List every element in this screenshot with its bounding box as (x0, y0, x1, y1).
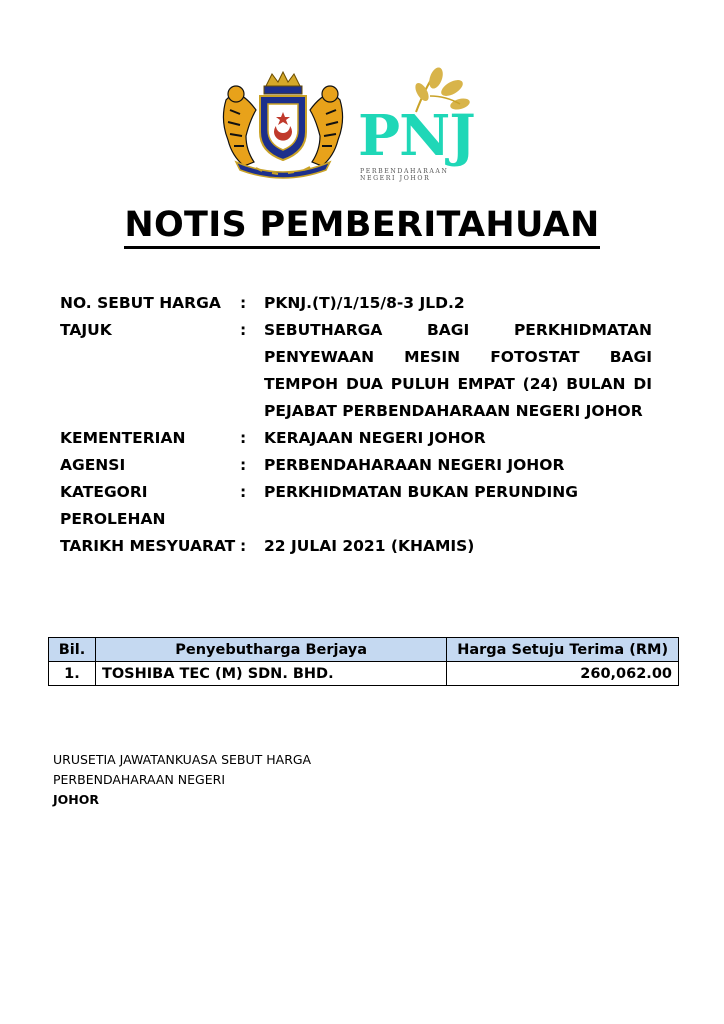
field-no-sebut-harga (60, 290, 652, 317)
field-value: PERKHIDMATAN BUKAN PERUNDING (264, 483, 578, 501)
field-label: KEMENTERIAN (60, 429, 186, 447)
field-label: TARIKH MESYUARAT (60, 537, 236, 555)
field-tarikh-mesyuarat (60, 533, 652, 560)
field-label: TAJUK (60, 321, 112, 339)
field-value: 22 JULAI 2021 (KHAMIS) (264, 537, 475, 555)
footer-line: PERBENDAHARAAN NEGERI (53, 772, 226, 787)
field-separator: : (240, 294, 247, 312)
field-kementerian (60, 425, 652, 452)
results-table (48, 637, 679, 686)
column-header: Penyebutharga Berjaya (95, 638, 446, 662)
field-value: PKNJ.(T)/1/15/8-3 JLD.2 (264, 294, 465, 312)
field-label: AGENSI (60, 456, 126, 474)
logo-header (0, 66, 724, 186)
column-header: Bil. (49, 638, 96, 662)
field-separator: : (240, 321, 247, 339)
field-separator: : (240, 429, 247, 447)
notice-fields (60, 290, 652, 560)
johor-crest-icon (216, 70, 350, 182)
field-agensi (60, 452, 652, 479)
page-title: NOTIS PEMBERITAHUAN (0, 205, 724, 245)
table-cell: 1. (49, 662, 96, 686)
field-tajuk (60, 317, 652, 425)
field-value: PERBENDAHARAAN NEGERI JOHOR (264, 456, 565, 474)
field-kategori-perolehan (60, 479, 652, 533)
footer-line: JOHOR (53, 792, 99, 807)
footer-signature (53, 750, 311, 810)
table-cell: 260,062.00 (447, 662, 679, 686)
footer-line: URUSETIA JAWATANKUASA SEBUT HARGA (53, 752, 312, 767)
field-value: SEBUTHARGA BAGI PERKHIDMATAN PENYEWAAN MESIN FOTOSTAT BAGI TEMPOH DUA PULUH EMPAT (24) BULAN DI PEJABAT PERBENDAHARAAN NEGERI JOHOR (264, 321, 652, 420)
field-label: NO. SEBUT HARGA (60, 294, 221, 312)
table-cell: TOSHIBA TEC (M) SDN. BHD. (95, 662, 446, 686)
field-separator: : (240, 537, 247, 555)
field-separator: : (240, 456, 247, 474)
field-value: KERAJAAN NEGERI JOHOR (264, 429, 486, 447)
pnj-logo-text: PNJ (358, 103, 475, 169)
field-label: KATEGORI PEROLEHAN (60, 483, 166, 528)
field-separator: : (240, 483, 247, 501)
pnj-logo-subtitle: PERBENDAHARAAN NEGERI JOHOR (360, 168, 449, 182)
table-row (49, 662, 679, 686)
table-header-row (49, 638, 679, 662)
column-header: Harga Setuju Terima (RM) (447, 638, 679, 662)
